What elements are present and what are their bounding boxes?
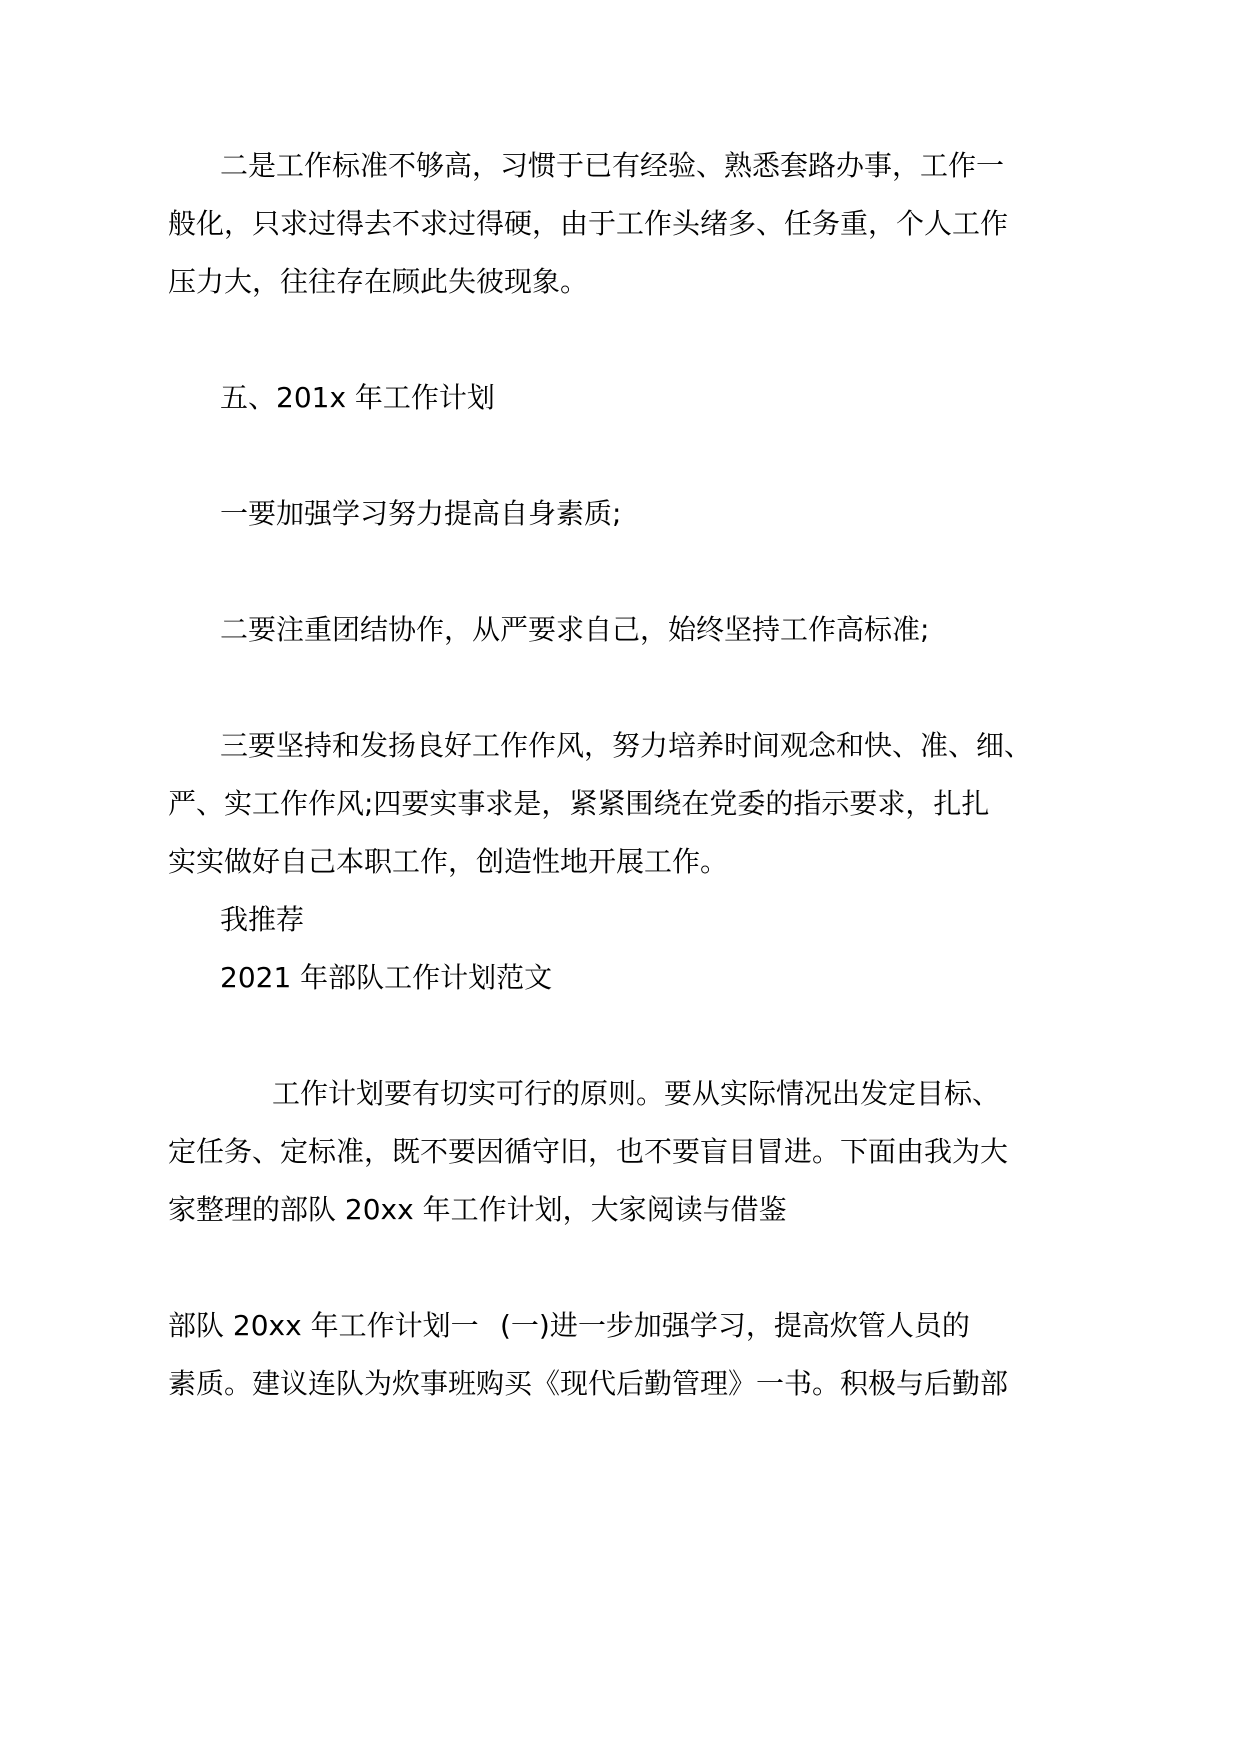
recommended-article-title: 2021 年部队工作计划范文: [220, 961, 553, 994]
paragraph-line: 二是工作标准不够高，习惯于已有经验、熟悉套路办事，工作一: [220, 149, 1005, 182]
recommend-label: 我推荐: [220, 903, 305, 936]
intro-line: 定任务、定标准，既不要因循守旧，也不要盲目冒进。下面由我为大: [168, 1135, 1009, 1168]
plan-line: 素质。建议连队为炊事班购买《现代后勤管理》一书。积极与后勤部: [168, 1367, 1009, 1400]
intro-line: 工作计划要有切实可行的原则。要从实际情况出发定目标、: [272, 1077, 1001, 1110]
plan-line: (一)进一步加强学习，提高炊管人员的: [500, 1309, 970, 1342]
plan-item: 一要加强学习努力提高自身素质;: [220, 497, 622, 530]
paragraph-line: 般化，只求过得去不求过得硬，由于工作头绪多、任务重，个人工作: [168, 207, 1009, 240]
plan-title: 部队 20xx 年工作计划一: [168, 1309, 479, 1342]
plan-item: 二要注重团结协作，从严要求自己，始终坚持工作高标准;: [220, 613, 930, 646]
paragraph-line: 压力大，往往存在顾此失彼现象。: [168, 265, 589, 298]
intro-line: 家整理的部队 20xx 年工作计划，大家阅读与借鉴: [168, 1193, 787, 1226]
paragraph-line: 严、实工作作风;四要实事求是，紧紧围绕在党委的指示要求，扎扎: [168, 787, 990, 820]
paragraph-line: 实实做好自己本职工作，创造性地开展工作。: [168, 845, 729, 878]
section-heading: 五、201x 年工作计划: [220, 381, 495, 414]
paragraph-line: 三要坚持和发扬良好工作作风，努力培养时间观念和快、准、细、: [220, 729, 1033, 762]
